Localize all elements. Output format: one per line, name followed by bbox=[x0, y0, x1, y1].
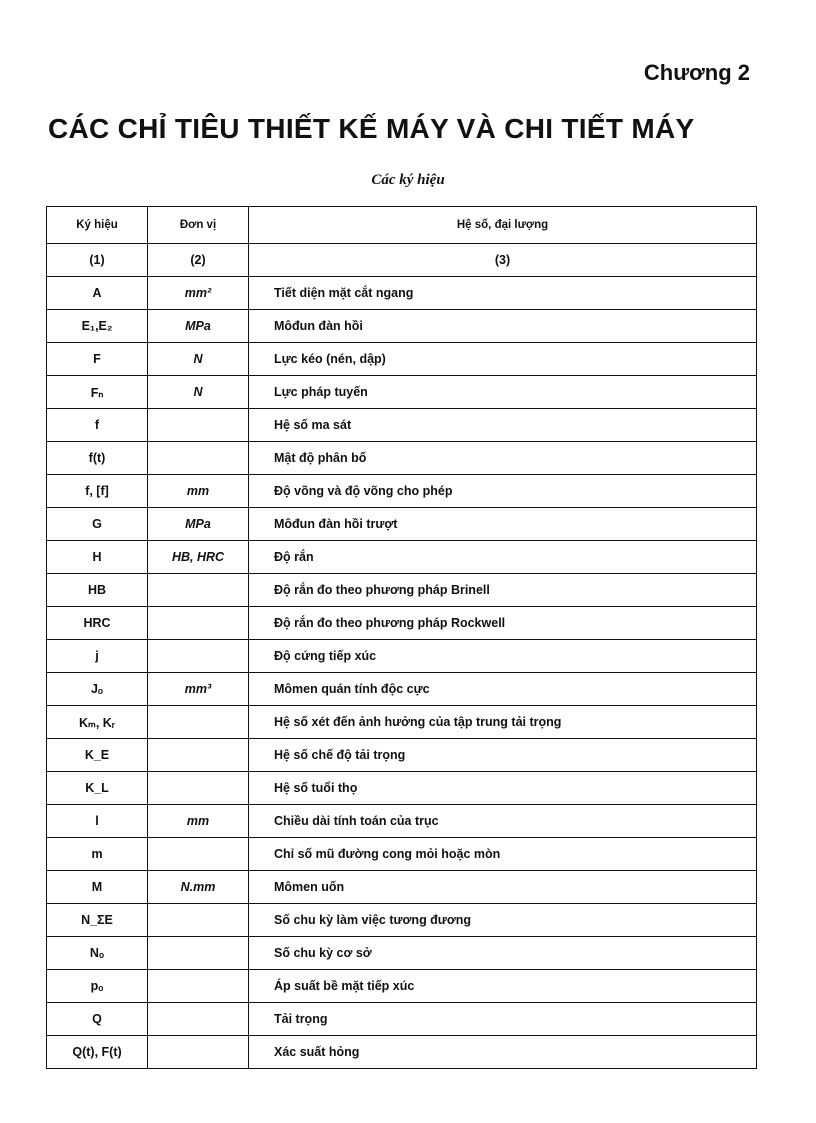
symbol-cell: N_ΣE bbox=[47, 904, 148, 937]
description-cell: Mômen quán tính độc cực bbox=[249, 673, 757, 706]
unit-cell: MPa bbox=[148, 310, 249, 343]
table-row bbox=[47, 640, 757, 673]
unit-cell bbox=[148, 574, 249, 607]
table-row bbox=[47, 442, 757, 475]
table-row bbox=[47, 508, 757, 541]
col-number-1: (1) bbox=[47, 244, 148, 277]
table-row bbox=[47, 904, 757, 937]
table-row bbox=[47, 574, 757, 607]
symbol-cell: Q bbox=[47, 1003, 148, 1036]
description-cell: Hệ số xét đến ảnh hưởng của tập trung tải trọng bbox=[249, 706, 757, 739]
description-cell: Độ võng và độ võng cho phép bbox=[249, 475, 757, 508]
unit-cell bbox=[148, 1003, 249, 1036]
description-cell: Hệ số ma sát bbox=[249, 409, 757, 442]
unit-cell: N bbox=[148, 343, 249, 376]
description-cell: Độ rắn đo theo phương pháp Brinell bbox=[249, 574, 757, 607]
description-cell: Độ cứng tiếp xúc bbox=[249, 640, 757, 673]
symbol-cell: pₒ bbox=[47, 970, 148, 1003]
description-cell: Môđun đàn hồi bbox=[249, 310, 757, 343]
table-row bbox=[47, 937, 757, 970]
symbol-cell: M bbox=[47, 871, 148, 904]
description-cell: Lực kéo (nén, dập) bbox=[249, 343, 757, 376]
symbol-cell: H bbox=[47, 541, 148, 574]
table-row bbox=[47, 772, 757, 805]
table-row bbox=[47, 1003, 757, 1036]
unit-cell bbox=[148, 904, 249, 937]
description-cell: Tải trọng bbox=[249, 1003, 757, 1036]
description-cell: Môđun đàn hồi trượt bbox=[249, 508, 757, 541]
unit-cell bbox=[148, 1036, 249, 1069]
symbol-cell: Fₙ bbox=[47, 376, 148, 409]
table-caption: Các ký hiệu bbox=[371, 172, 445, 188]
unit-cell bbox=[148, 970, 249, 1003]
col-number-2: (2) bbox=[148, 244, 249, 277]
col-number-3: (3) bbox=[249, 244, 757, 277]
description-cell: Mật độ phân bố bbox=[249, 442, 757, 475]
unit-cell bbox=[148, 409, 249, 442]
description-cell: Chỉ số mũ đường cong mỏi hoặc mòn bbox=[249, 838, 757, 871]
symbol-cell: f bbox=[47, 409, 148, 442]
symbol-cell: HRC bbox=[47, 607, 148, 640]
chapter-label: Chương 2 bbox=[643, 60, 750, 85]
description-cell: Chiều dài tính toán của trục bbox=[249, 805, 757, 838]
table-row bbox=[47, 739, 757, 772]
table-row bbox=[47, 970, 757, 1003]
symbol-cell: Kₘ, Kᵣ bbox=[47, 706, 148, 739]
page-title: CÁC CHỈ TIÊU THIẾT KẾ MÁY VÀ CHI TIẾT MÁY bbox=[48, 113, 695, 144]
description-cell: Độ rắn bbox=[249, 541, 757, 574]
description-cell: Áp suất bề mặt tiếp xúc bbox=[249, 970, 757, 1003]
table-row bbox=[47, 475, 757, 508]
unit-cell: mm² bbox=[148, 277, 249, 310]
symbol-cell: j bbox=[47, 640, 148, 673]
table-row bbox=[47, 541, 757, 574]
symbol-cell: K_E bbox=[47, 739, 148, 772]
unit-cell bbox=[148, 640, 249, 673]
table-row bbox=[47, 1036, 757, 1069]
symbol-cell: G bbox=[47, 508, 148, 541]
column-number-row bbox=[47, 244, 757, 277]
unit-cell bbox=[148, 838, 249, 871]
symbol-cell: Nₒ bbox=[47, 937, 148, 970]
symbol-cell: Q(t), F(t) bbox=[47, 1036, 148, 1069]
unit-cell bbox=[148, 442, 249, 475]
unit-cell bbox=[148, 706, 249, 739]
table-body bbox=[47, 244, 757, 1069]
table-row bbox=[47, 310, 757, 343]
unit-cell: mm bbox=[148, 475, 249, 508]
unit-cell: HB, HRC bbox=[148, 541, 249, 574]
description-cell: Mômen uốn bbox=[249, 871, 757, 904]
unit-cell bbox=[148, 772, 249, 805]
description-cell: Số chu kỳ cơ sở bbox=[249, 937, 757, 970]
table-row bbox=[47, 838, 757, 871]
unit-cell bbox=[148, 607, 249, 640]
table-row bbox=[47, 871, 757, 904]
symbol-cell: m bbox=[47, 838, 148, 871]
table-row bbox=[47, 607, 757, 640]
table-row bbox=[47, 706, 757, 739]
description-cell: Độ rắn đo theo phương pháp Rockwell bbox=[249, 607, 757, 640]
description-cell: Lực pháp tuyến bbox=[249, 376, 757, 409]
symbol-cell: f(t) bbox=[47, 442, 148, 475]
unit-cell: MPa bbox=[148, 508, 249, 541]
unit-cell bbox=[148, 739, 249, 772]
header-quantity: Hệ số, đại lượng bbox=[249, 207, 757, 244]
description-cell: Tiết diện mặt cắt ngang bbox=[249, 277, 757, 310]
symbol-cell: HB bbox=[47, 574, 148, 607]
table-row bbox=[47, 805, 757, 838]
table-row bbox=[47, 409, 757, 442]
symbol-cell: K_L bbox=[47, 772, 148, 805]
unit-cell: N bbox=[148, 376, 249, 409]
description-cell: Hệ số chế độ tải trọng bbox=[249, 739, 757, 772]
description-cell: Hệ số tuổi thọ bbox=[249, 772, 757, 805]
symbol-cell: A bbox=[47, 277, 148, 310]
table-header-row bbox=[47, 207, 757, 244]
description-cell: Số chu kỳ làm việc tương đương bbox=[249, 904, 757, 937]
header-symbol: Ký hiệu bbox=[47, 207, 148, 244]
unit-cell: mm³ bbox=[148, 673, 249, 706]
table-row bbox=[47, 277, 757, 310]
unit-cell bbox=[148, 937, 249, 970]
symbol-cell: f, [f] bbox=[47, 475, 148, 508]
unit-cell: mm bbox=[148, 805, 249, 838]
unit-cell: N.mm bbox=[148, 871, 249, 904]
symbol-cell: F bbox=[47, 343, 148, 376]
table-row bbox=[47, 673, 757, 706]
header-unit: Đơn vị bbox=[148, 207, 249, 244]
symbol-cell: E₁,E₂ bbox=[47, 310, 148, 343]
symbol-cell: l bbox=[47, 805, 148, 838]
symbol-cell: Jₒ bbox=[47, 673, 148, 706]
description-cell: Xác suất hỏng bbox=[249, 1036, 757, 1069]
table-row bbox=[47, 343, 757, 376]
symbols-table bbox=[46, 206, 757, 1069]
table-row bbox=[47, 376, 757, 409]
